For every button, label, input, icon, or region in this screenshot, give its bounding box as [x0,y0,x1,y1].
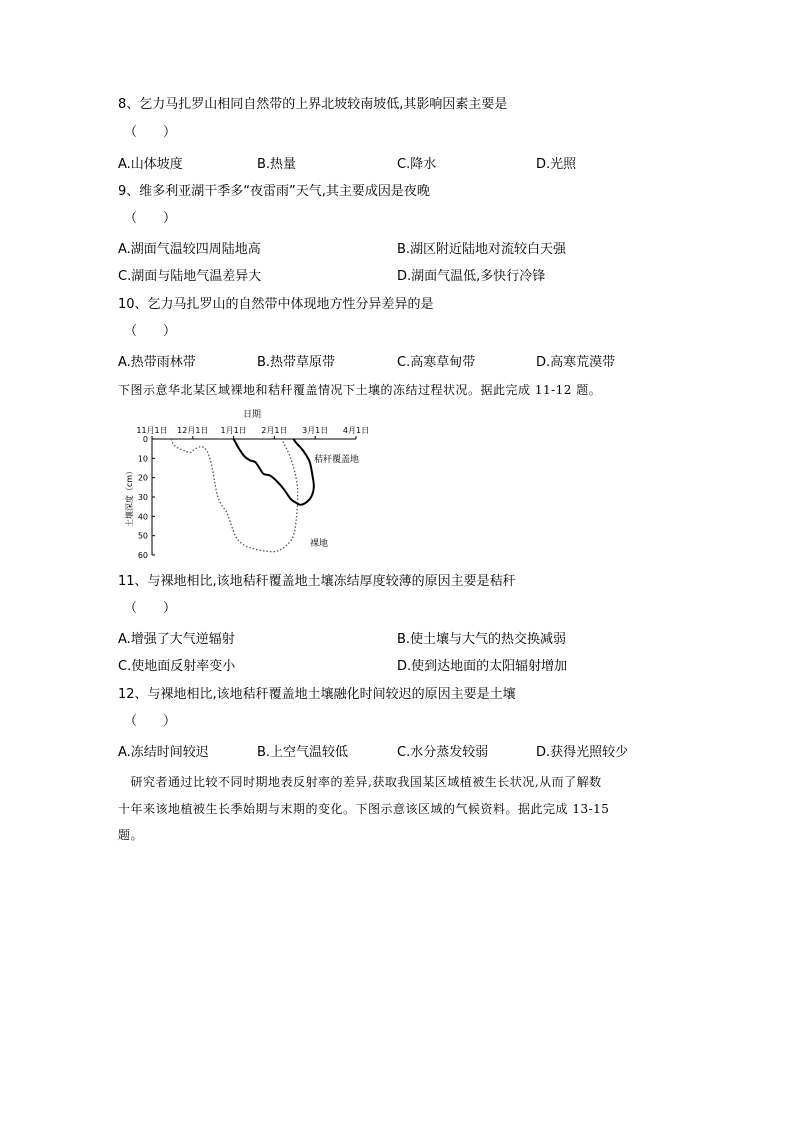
q12-option-b: B.上空气温较低 [257,745,349,760]
y-tick-label: 50 [137,531,148,541]
q10-option-b: B.热带草原带 [257,355,336,370]
q10-answer-paren: （ ） [124,324,177,339]
q8-stem: 8、乞力马扎罗山相同自然带的上界北坡较南坡低,其影响因素主要是 [118,97,508,112]
chart-ylabel: 土壤深度（cm） [125,466,134,528]
q11-option-b: B.使土壤与大气的热交换减弱 [397,632,567,647]
q9-stem: 9、维多利亚湖干季多“夜雷雨”天气,其主要成因是夜晚 [118,184,430,199]
q10-stem: 10、乞力马扎罗山的自然带中体现地方性分异差异的是 [118,297,434,312]
q8-option-d: D.光照 [536,157,577,172]
q11-answer-paren: （ ） [124,601,177,616]
y-tick-label: 0 [142,435,148,444]
x-tick-label: 3月1日 [302,426,329,435]
q10-option-d: D.高寒荒漠带 [536,355,616,370]
annotation-bare-soil: 裸地 [310,539,329,549]
q12-option-c: C.水分蒸发较弱 [397,745,489,760]
q10-option-a: A.热带雨林带 [118,355,196,370]
q9-option-b: B.湖区附近陆地对流较白天强 [397,242,567,257]
q12-option-a: A.冻结时间较迟 [118,745,209,760]
q8-answer-paren: （ ） [124,125,177,140]
intro-13-15-line2: 十年来该地植被生长季始期与末期的变化。下图示意该区域的气候资料。据此完成 13-15 [118,802,610,816]
intro-13-15-line1: 研究者通过比较不同时期地表反射率的差异,获取我国某区域植被生长状况,从而了解数 [118,775,602,789]
q12-stem: 12、与裸地相比,该地秸秆覆盖地土壤融化时间较迟的原因主要是土壤 [118,687,516,702]
y-tick-label: 40 [137,512,148,522]
intro-13-15-line3: 题。 [118,828,144,842]
q9-option-a: A.湖面气温较四周陆地高 [118,242,261,257]
soil-freezing-chart [118,405,378,565]
q10-option-c: C.高寒草甸带 [397,355,476,370]
q11-stem: 11、与裸地相比,该地秸秆覆盖地土壤冻结厚度较薄的原因主要是秸秆 [118,574,516,589]
q12-option-d: D.获得光照较少 [536,745,629,760]
y-tick-label: 20 [137,473,148,483]
q11-option-c: C.使地面反射率变小 [118,659,236,674]
x-tick-label: 12月1日 [177,426,209,435]
q9-option-d: D.湖面气温低,多快行冷锋 [397,269,546,284]
q12-answer-paren: （ ） [124,714,177,729]
y-tick-label: 10 [137,454,148,464]
q11-option-d: D.使到达地面的太阳辐射增加 [397,659,568,674]
q8-option-c: C.降水 [397,157,437,172]
q8-option-b: B.热量 [257,157,297,172]
x-tick-label: 4月1日 [342,426,370,435]
x-tick-label: 1月1日 [220,426,247,435]
y-tick-label: 30 [137,493,148,502]
intro-11-12: 下图示意华北某区域裸地和秸秆覆盖情况下土壤的冻结过程状况。据此完成 11-12 题。 [118,383,602,397]
y-tick-label: 60 [137,551,148,560]
x-tick-label: 2月1日 [261,426,288,435]
x-tick-label: 11月1日 [136,426,168,435]
q9-option-c: C.湖面与陆地气温差异大 [118,269,262,284]
annotation-straw-covered: 秸秆覆盖地 [314,455,360,465]
chart-title: 日期 [242,410,262,420]
q11-option-a: A.增强了大气逆辐射 [118,632,235,647]
q9-answer-paren: （ ） [124,211,177,226]
q8-option-a: A.山体坡度 [118,157,183,172]
